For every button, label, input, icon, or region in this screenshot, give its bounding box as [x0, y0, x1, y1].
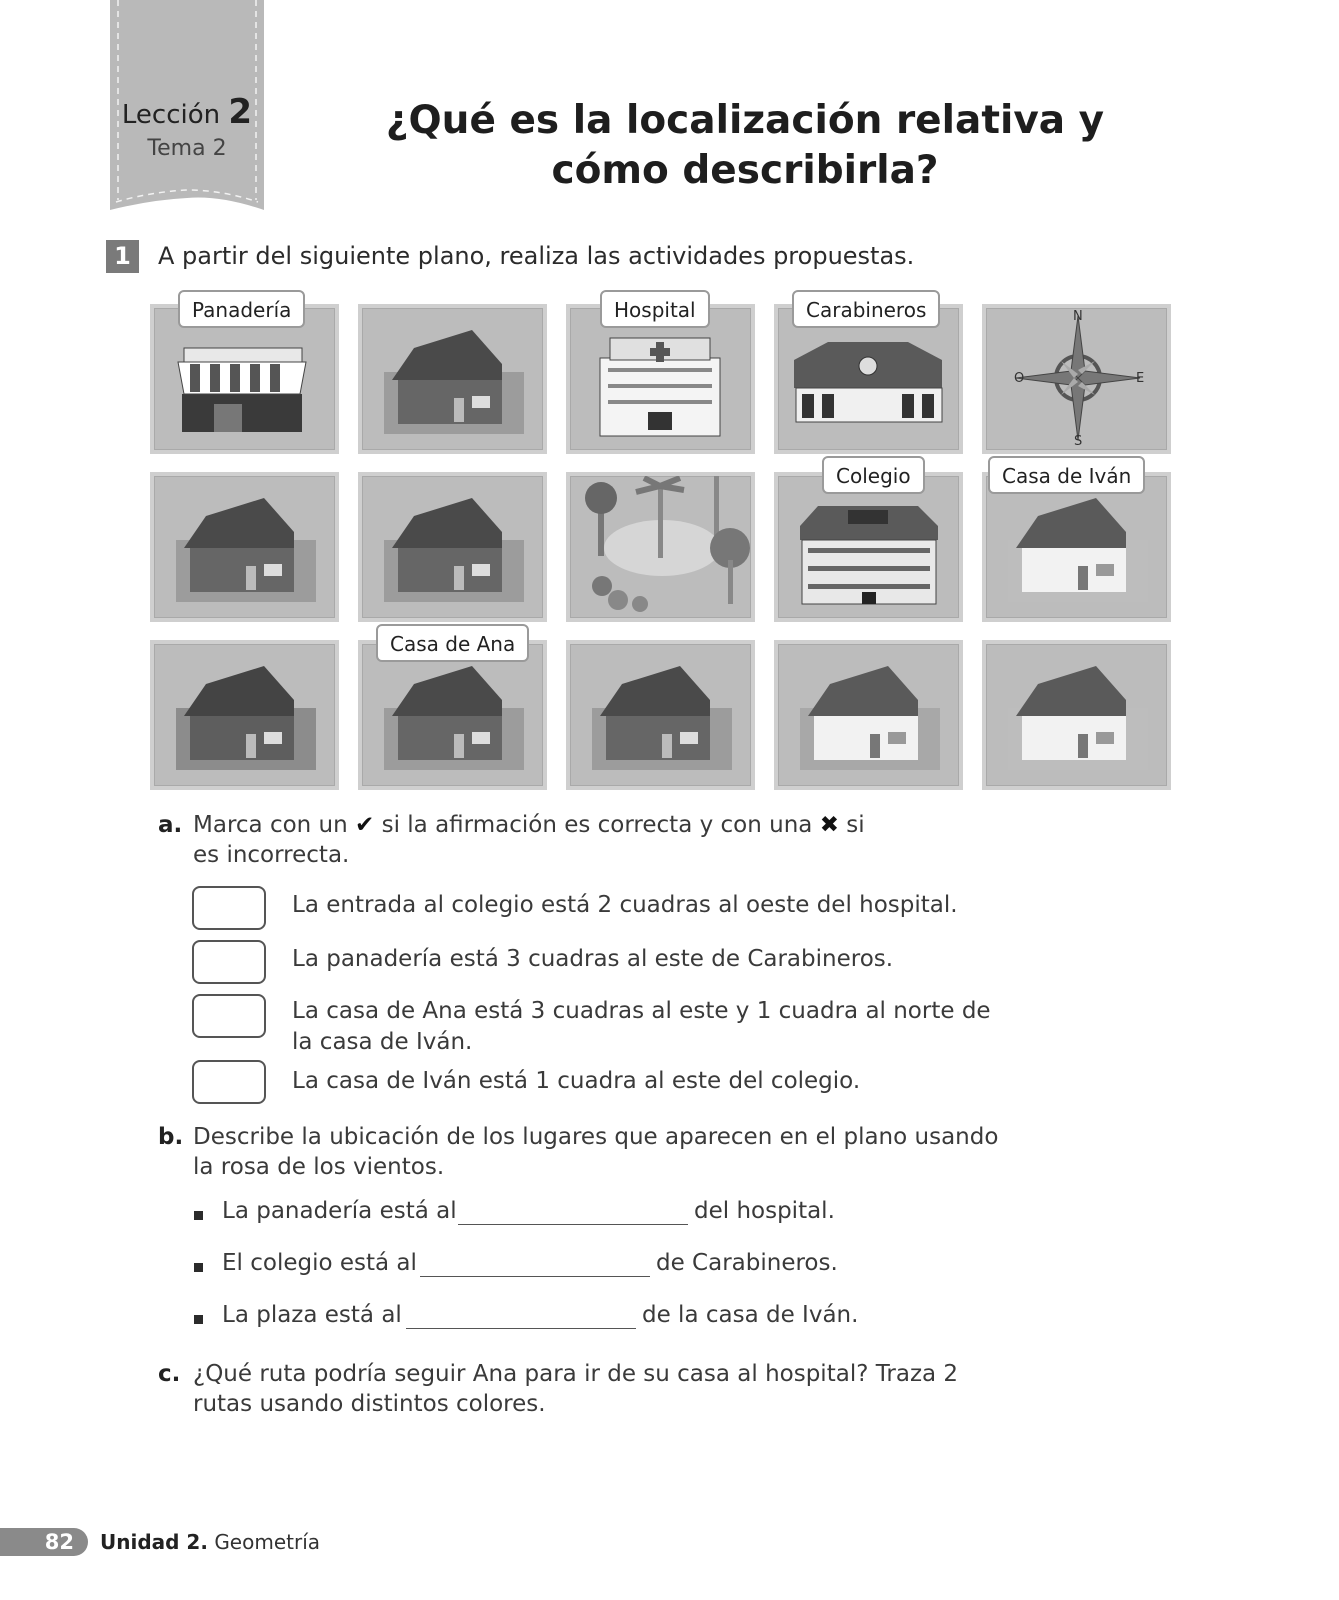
page-number: 82	[0, 1528, 88, 1556]
house-icon	[986, 476, 1167, 618]
sentence-2-after: de Carabineros.	[656, 1250, 838, 1276]
part-a-text-1: Marca con un	[193, 812, 348, 838]
label-colegio: Colegio	[822, 456, 925, 494]
activity-instruction: A partir del siguiente plano, realiza las actividades propuestas.	[158, 242, 915, 270]
police-station-icon	[778, 308, 959, 450]
bullet-3	[194, 1315, 203, 1324]
compass-south-label: S	[1074, 434, 1083, 449]
map-cell-colegio	[774, 472, 963, 622]
map-cell-plaza	[566, 472, 755, 622]
map-cell-house-2	[150, 472, 339, 622]
map-cell-casa-ivan	[982, 472, 1171, 622]
lesson-ribbon	[110, 0, 264, 214]
lesson-text: Lección	[121, 100, 221, 130]
part-a-letter: a.	[158, 812, 183, 838]
answer-box-2[interactable]	[192, 940, 266, 984]
page-title: ¿Qué es la localización relativa y cómo describirla?	[385, 98, 1105, 193]
footer-unit-name: Unidad 2	[100, 1530, 201, 1554]
statement-1: La entrada al colegio está 2 cuadras al oeste del hospital.	[292, 892, 958, 918]
compass-east-label: E	[1136, 371, 1145, 386]
bullet-2	[194, 1263, 203, 1272]
lesson-number: 2	[228, 92, 253, 132]
statement-2: La panadería está 3 cuadras al este de Carabineros.	[292, 946, 894, 972]
footer-unit: Unidad 2. Geometría	[100, 1530, 321, 1554]
sentence-1-after: del hospital.	[694, 1198, 835, 1224]
blank-2[interactable]	[420, 1276, 650, 1277]
blank-3[interactable]	[406, 1328, 636, 1329]
plaza-park-icon	[570, 476, 751, 618]
map-cell-house-4	[150, 640, 339, 790]
compass-west-label: O	[1014, 371, 1025, 386]
part-a-text-2: si la afirmación es correcta y con una	[381, 812, 813, 838]
part-a-text-3: si es incorrecta.	[193, 812, 865, 868]
answer-box-4[interactable]	[192, 1060, 266, 1104]
house-icon	[362, 644, 543, 786]
house-icon	[986, 644, 1167, 786]
compass-north-label: N	[1073, 309, 1083, 324]
blank-1[interactable]	[458, 1224, 688, 1225]
map-cell-casa-ana	[358, 640, 547, 790]
house-icon	[778, 644, 959, 786]
lesson-label	[110, 92, 264, 132]
label-carabineros: Carabineros	[792, 290, 940, 328]
hospital-icon	[570, 308, 751, 450]
house-icon	[154, 476, 335, 618]
label-casa-ivan: Casa de Iván	[988, 456, 1145, 494]
answer-box-3[interactable]	[192, 994, 266, 1038]
statement-4: La casa de Iván está 1 cuadra al este del colegio.	[292, 1068, 861, 1094]
part-b-letter: b.	[158, 1124, 184, 1150]
part-c-instruction: ¿Qué ruta podría seguir Ana para ir de su casa al hospital? Traza 2 rutas usando distintos colores.	[193, 1361, 959, 1417]
compass-rose-icon	[986, 308, 1167, 450]
house-icon	[362, 308, 543, 450]
label-panaderia: Panadería	[178, 290, 305, 328]
map-cell-house-1	[358, 304, 547, 454]
map-cell-house-3	[358, 472, 547, 622]
statement-3: La casa de Ana está 3 cuadras al este y 1 cuadra al norte de la casa de Iván.	[292, 998, 991, 1055]
activity-number: 1	[106, 240, 139, 273]
sentence-2-before: El colegio está al	[222, 1250, 417, 1276]
label-hospital: Hospital	[600, 290, 710, 328]
answer-box-1[interactable]	[192, 886, 266, 930]
sentence-3-before: La plaza está al	[222, 1302, 402, 1328]
footer-subject: Geometría	[214, 1530, 321, 1554]
map-cell-house-5	[566, 640, 755, 790]
map-cell-house-7	[982, 640, 1171, 790]
house-icon	[570, 644, 751, 786]
sentence-1-before: La panadería está al	[222, 1198, 457, 1224]
part-c-letter: c.	[158, 1361, 181, 1387]
part-a-instruction	[193, 810, 893, 870]
label-casa-ana: Casa de Ana	[376, 624, 529, 662]
house-icon	[362, 476, 543, 618]
house-icon	[154, 644, 335, 786]
map-cell-house-6	[774, 640, 963, 790]
school-icon	[778, 476, 959, 618]
checkmark-icon: ✔	[355, 812, 375, 838]
bakery-icon	[154, 308, 335, 450]
map-cell-compass	[982, 304, 1171, 454]
sentence-3-after: de la casa de Iván.	[642, 1302, 859, 1328]
x-mark-icon: ✖	[819, 812, 839, 838]
topic-label: Tema 2	[147, 136, 227, 161]
part-b-instruction: Describe la ubicación de los lugares que aparecen en el plano usando la rosa de los vientos.	[193, 1124, 999, 1180]
bullet-1	[194, 1211, 203, 1220]
